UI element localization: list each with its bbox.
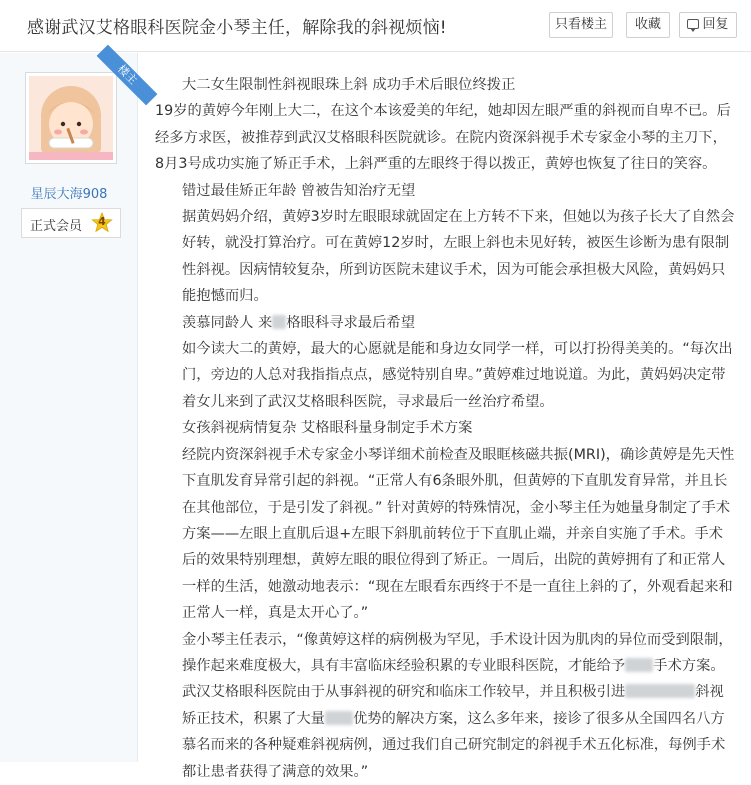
post-text-fragment: 金小琴主任表示，“像黄婷这样的病例极为罕见，手术设计因为肌肉的异位而受到限制，操作起来难度极大，具有丰富临床经验积累的专业眼科医院，才能给予	[182, 631, 733, 674]
post-paragraph: 据黄妈妈介绍，黄婷3岁时左眼眼球就固定在上方转不下来，但她以为孩子长大了自然会好转，就没打算治疗。可在黄婷12岁时，左眼上斜也未见好转，被医生诊断为患有限制性斜视。因病情较复杂，所到访医院未建议手术，因为可能会承担极大风险，黄妈妈只能抱憾而归。	[182, 209, 735, 305]
post-paragraph: 经院内资深斜视手术专家金小琴详细术前检查及眼眶核磁共振(MRI)，确诊黄婷是先天性下直肌发育异常引起的斜视。“正常人有6条眼外肌，但黄婷的下直肌发育异常，并且长在其他部位，于是引发了斜视。” 针对黄婷的特殊情况，金小琴主任为她量身制定了手术方案——左眼上直肌后退+左眼下斜肌前转位于下直肌止端，并亲自实施了手术。手术后的效果特别理想，黄婷左眼的眼位得到了矫正。一周后，出院的黄婷拥有了和正常人一样的生活，她激动地表示：“现在左眼看东西终于不是一直往上斜的了，外观看起来和正常人一样，真是太开心了。”	[182, 446, 735, 622]
member-level-number: 4	[98, 215, 106, 228]
post-paragraph-heading	[155, 310, 735, 336]
post-paragraph-heading: 大二女生限制性斜视眼珠上斜 成功手术后眼位终拨正	[182, 77, 516, 93]
post-text-fragment: 优势的解决方案，这么多年来，接诊了很多从全国四名八方慕名而来的各种疑难斜视病例，通过我们自己研究制定的斜视手术五化标准，每例手术都让患者获得了满意的效果。”	[182, 710, 726, 780]
post-text-fragment: 羡慕同龄人 来	[182, 314, 273, 331]
member-badge	[21, 208, 121, 238]
reply-icon	[687, 19, 699, 29]
post-body	[155, 72, 735, 785]
member-label: 正式会员	[30, 219, 83, 234]
post-text-fragment: 手术方案。武汉艾格眼科医院由于从事斜视的研究和临床工作较早，并且积极引进	[182, 657, 725, 701]
op-badge-label: 楼主	[97, 45, 158, 106]
redacted-text	[325, 711, 353, 725]
redacted-text	[272, 315, 286, 329]
post-paragraph: 如今读大二的黄婷，最大的心愿就是能和身边女同学一样，可以打扮得美美的。“每次出门，旁边的人总对我指指点点，感觉特别自卑。”黄婷难过地说道。为此，黄妈妈决定带着女儿来到了武汉艾格眼科医院，寻求最后一丝治疗希望。	[182, 341, 733, 410]
op-badge	[82, 53, 138, 109]
post-text-fragment: 格眼科寻求最后希望	[286, 314, 415, 331]
thread-title: 感谢武汉艾格眼科医院金小琴主任，解除我的斜视烦恼!	[27, 18, 447, 38]
post-paragraph-heading: 错过最佳矫正年龄 曾被告知治疗无望	[182, 182, 416, 199]
only-op-button[interactable]: 只看楼主	[549, 12, 613, 38]
post-paragraph	[155, 627, 735, 785]
post-paragraph: 19岁的黄婷今年刚上大二，在这个本该爱美的年纪，她却因左眼严重的斜视而自卑不已。后经多方求医，被推荐到武汉艾格眼科医院就诊。在院内资深斜视手术专家金小琴的主刀下，8月3号成功实施了矫正手术，上斜严重的左眼终于得以拨正，黄婷也恢复了往日的笑容。	[155, 103, 731, 173]
author-sidebar	[0, 53, 138, 762]
username-link[interactable]: 星辰大海908	[30, 187, 108, 202]
reply-label: 回复	[702, 17, 729, 32]
post-paragraph-heading: 女孩斜视病情复杂 艾格眼科量身制定手术方案	[182, 420, 473, 437]
redacted-text	[625, 684, 695, 698]
favorite-button[interactable]: 收藏	[626, 12, 670, 38]
redacted-text	[625, 658, 653, 672]
member-level-badge	[91, 212, 113, 234]
post-text-fragment: 斜视矫正技术，积累了大量	[182, 684, 724, 727]
thread-header	[0, 0, 751, 52]
reply-button[interactable]	[679, 12, 737, 38]
